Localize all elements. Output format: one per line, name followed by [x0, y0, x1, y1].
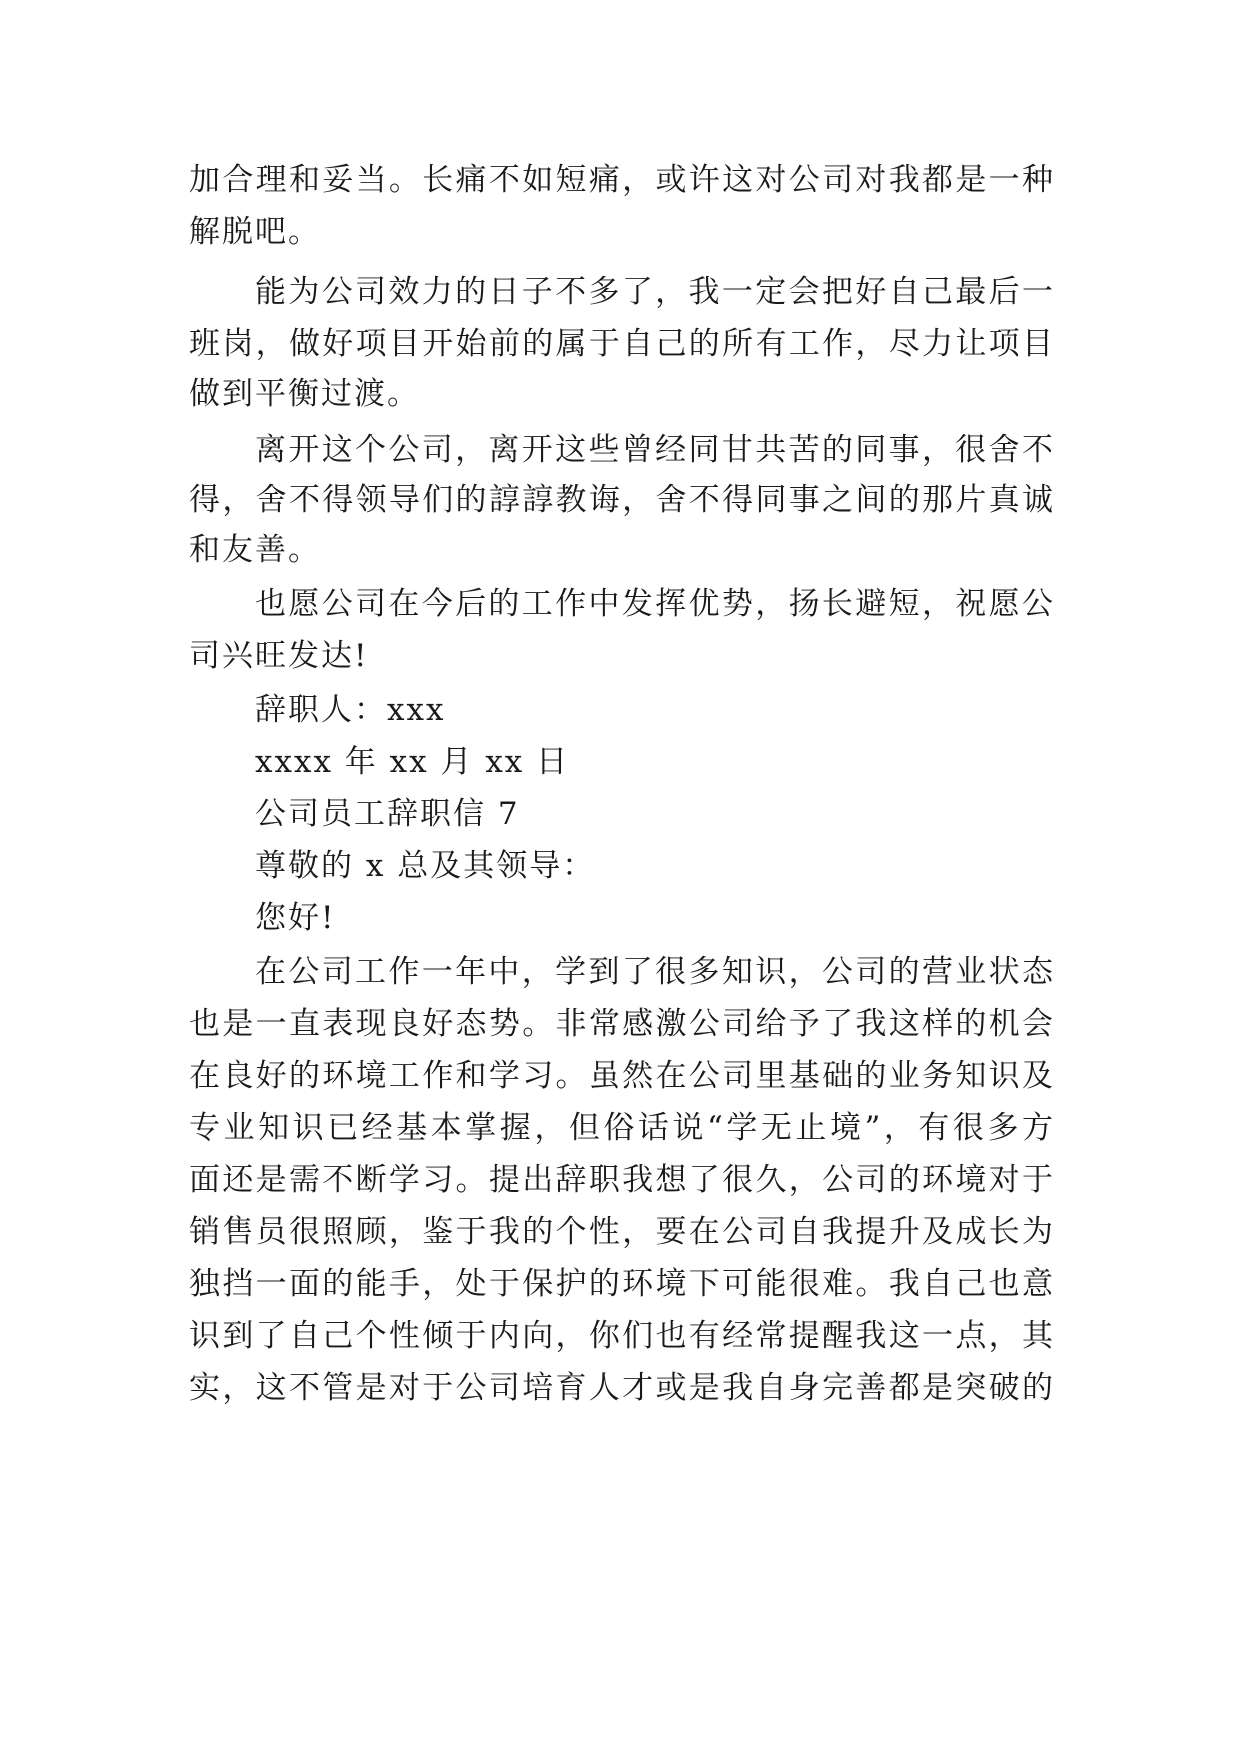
text-line: 面还是需不断学习。提出辞职我想了很久，公司的环境对于 [189, 1162, 1055, 1198]
text-line: 专业知识已经基本掌握，但俗话说“学无止境”，有很多方 [189, 1110, 1055, 1146]
text-line: 做到平衡过渡。 [189, 376, 420, 412]
text-line: 和友善。 [189, 532, 321, 568]
text-line: 加合理和妥当。长痛不如短痛，或许这对公司对我都是一种 [189, 162, 1055, 198]
text-line: 实，这不管是对于公司培育人才或是我自身完善都是突破的 [189, 1370, 1055, 1406]
text-line: 在良好的环境工作和学习。虽然在公司里基础的业务知识及 [189, 1058, 1055, 1094]
text-line: 班岗，做好项目开始前的属于自己的所有工作，尽力让项目 [189, 326, 1055, 362]
text-line: 解脱吧。 [189, 214, 321, 250]
text-line: xxxx 年 xx 月 xx 日 [255, 744, 570, 780]
text-line: 也愿公司在今后的工作中发挥优势，扬长避短，祝愿公 [255, 586, 1055, 622]
text-line: 能为公司效力的日子不多了，我一定会把好自己最后一 [255, 274, 1055, 310]
text-line: 销售员很照顾，鉴于我的个性，要在公司自我提升及成长为 [189, 1214, 1055, 1250]
text-line: 司兴旺发达! [189, 638, 369, 674]
text-line: 得，舍不得领导们的諄諄教诲，舍不得同事之间的那片真诚 [189, 482, 1055, 518]
text-line: 公司员工辞职信 7 [255, 796, 520, 832]
text-line: 独挡一面的能手，处于保护的环境下可能很难。我自己也意 [189, 1266, 1055, 1302]
text-line: 辞职人：xxx [255, 692, 446, 728]
text-line: 尊敬的 x 总及其领导： [255, 848, 596, 884]
text-line: 离开这个公司，离开这些曾经同甘共苦的同事，很舍不 [255, 432, 1055, 468]
text-line: 识到了自己个性倾于内向，你们也有经常提醒我这一点，其 [189, 1318, 1055, 1354]
text-line: 在公司工作一年中，学到了很多知识，公司的营业状态 [255, 954, 1055, 990]
text-line: 您好! [255, 900, 336, 936]
text-line: 也是一直表现良好态势。非常感激公司给予了我这样的机会 [189, 1006, 1055, 1042]
